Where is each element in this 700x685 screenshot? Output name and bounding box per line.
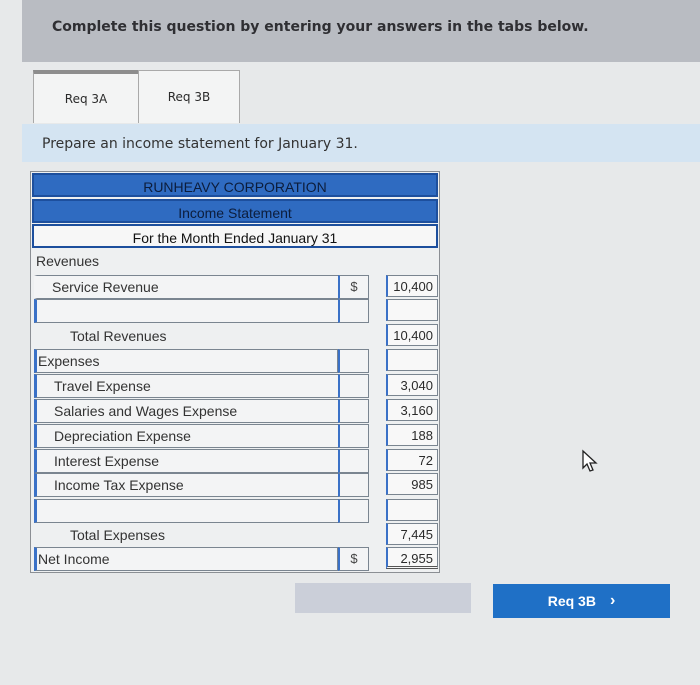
row-dollar-cell[interactable]: $ [338, 275, 369, 299]
row-amount-cell[interactable]: 188 [386, 424, 438, 446]
row-label: Expenses [38, 353, 100, 369]
tab-req-3a[interactable]: Req 3A [33, 70, 139, 123]
row-amount-cell[interactable]: 7,445 [386, 523, 438, 545]
instruction-text: Prepare an income statement for January 31. [42, 136, 358, 152]
statement-period: For the Month Ended January 31 [32, 224, 438, 248]
row-amount-cell[interactable]: 985 [386, 473, 438, 495]
row-dollar-cell[interactable] [338, 299, 369, 323]
row-label: Depreciation Expense [54, 428, 191, 444]
row-amount-cell[interactable]: 3,040 [386, 374, 438, 396]
row-dollar-cell[interactable] [338, 374, 369, 398]
mouse-cursor-icon [580, 448, 602, 478]
chevron-right-icon: › [609, 592, 616, 609]
row-amount-cell[interactable] [386, 299, 438, 321]
row-amount-cell[interactable] [386, 499, 438, 521]
company-name: RUNHEAVY CORPORATION [32, 173, 438, 197]
row-label: Income Tax Expense [54, 477, 184, 493]
row-amount-cell[interactable]: 72 [386, 449, 438, 471]
next-req-label: Req 3B [547, 593, 596, 609]
table-row [30, 547, 440, 571]
row-label: Total Expenses [70, 527, 165, 543]
statement-title: Income Statement [32, 199, 438, 223]
table-row [30, 473, 440, 497]
row-dollar-cell[interactable] [338, 399, 369, 423]
row-amount-cell[interactable]: 10,400 [386, 324, 438, 346]
row-dollar-cell[interactable] [338, 424, 369, 448]
banner-text: Complete this question by entering your answers in the tabs below. [52, 19, 589, 35]
table-row [30, 249, 440, 273]
row-dollar-cell[interactable]: $ [338, 547, 369, 571]
row-label: Net Income [38, 551, 110, 567]
row-dollar-cell[interactable] [338, 349, 369, 373]
table-row [30, 523, 440, 547]
row-label: Travel Expense [54, 378, 151, 394]
row-dollar-cell[interactable] [338, 473, 369, 497]
table-row [30, 424, 440, 448]
row-label-cell[interactable] [34, 499, 340, 523]
row-dollar-cell[interactable] [338, 499, 369, 523]
row-amount-cell[interactable]: 2,955 [386, 547, 438, 569]
row-dollar-cell[interactable] [338, 449, 369, 473]
row-label: Interest Expense [54, 453, 160, 469]
table-row [30, 299, 440, 323]
row-dollar-cell [338, 523, 369, 547]
table-row [30, 275, 440, 299]
row-label: Revenues [36, 253, 100, 269]
next-req-button[interactable] [493, 584, 670, 618]
row-label: Service Revenue [52, 279, 159, 295]
table-row [30, 349, 440, 373]
table-row [30, 324, 440, 348]
row-amount-cell[interactable] [386, 349, 438, 371]
table-row [30, 399, 440, 423]
tab-req-3b[interactable]: Req 3B [138, 70, 240, 123]
instruction-banner [22, 0, 700, 62]
instruction-bar [22, 124, 700, 162]
row-label-cell[interactable] [34, 299, 340, 323]
blurred-pagination-bar [295, 583, 471, 613]
table-row [30, 499, 440, 523]
row-label: Total Revenues [70, 328, 167, 344]
row-amount-cell[interactable]: 3,160 [386, 399, 438, 421]
row-dollar-cell [338, 324, 369, 348]
table-row [30, 374, 440, 398]
table-row [30, 449, 440, 473]
row-amount-cell[interactable]: 10,400 [386, 275, 438, 297]
row-label: Salaries and Wages Expense [54, 403, 238, 419]
